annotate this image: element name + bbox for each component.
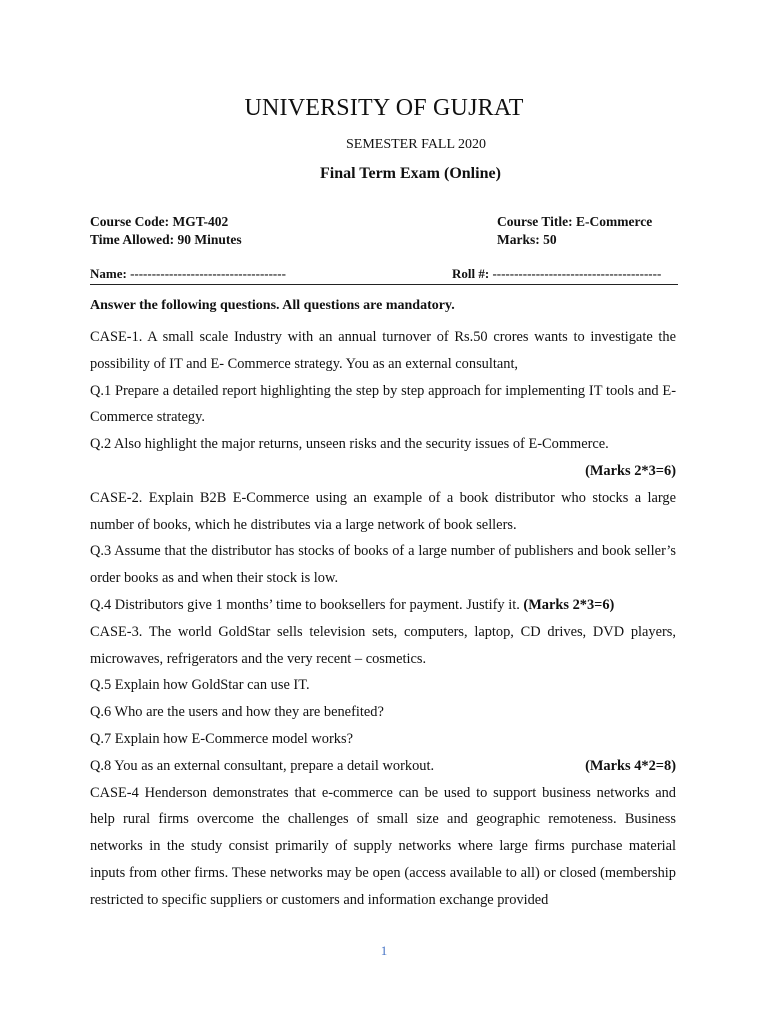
page-number: 1 [380,943,388,958]
instructions: Answer the following questions. All questions are mandatory. [90,298,455,313]
question-2: Q.2 Also highlight the major returns, unseen risks and the security issues of E-Commerce. [90,436,609,453]
exam-body [90,324,676,914]
question-7: Q.7 Explain how E-Commerce model works? [90,730,353,747]
case-3: CASE-3. The world GoldStar sells television sets, computers, laptop, CD drives, DVD players, microwaves, refrigerators and the very recent – cosmetics. [90,623,676,667]
marks-case-2: (Marks 2*3=6) [523,596,615,613]
question-8-line [90,753,676,780]
course-title: Course Title: E-Commerce [497,214,653,229]
name-field: Name: ------------------------------------ [90,266,286,281]
roll-field: Roll #: --------------------------------------- [452,266,662,281]
total-marks: Marks: 50 [497,232,557,247]
question-5: Q.5 Explain how GoldStar can use IT. [90,677,310,694]
question-8: Q.8 You as an external consultant, prepare a detail workout. [90,757,435,774]
course-code: Course Code: MGT-402 [90,214,229,229]
header-divider [90,284,678,285]
exam-title: Final Term Exam (Online) [320,165,501,182]
question-4-line [90,592,676,619]
question-1: Q.1 Prepare a detailed report highlighting the step by step approach for implementing IT tools and E-Commerce strategy. [90,382,676,426]
case-4: CASE-4 Henderson demonstrates that e-commerce can be used to support business networks and help rural firms overcome the challenges of small size and geographic remoteness. Business networks in the study consist primarily of supply networks where large firms purchase material inputs from other firms. These networks may be open (access available to all) or closed (membership restricted to specific suppliers or customers and information exchange provided [90,784,676,908]
time-allowed: Time Allowed: 90 Minutes [90,232,242,247]
question-4: Q.4 Distributors give 1 months’ time to booksellers for payment. Justify it. [90,596,520,613]
case-1: CASE-1. A small scale Industry with an annual turnover of Rs.50 crores wants to investigate the possibility of IT and E- Commerce strategy. You as an external consultant, [90,329,676,372]
university-title: UNIVERSITY OF GUJRAT [244,95,524,121]
semester-label: SEMESTER FALL 2020 [346,137,487,152]
marks-case-1: (Marks 2*3=6) [585,462,676,479]
marks-case-3: (Marks 4*2=8) [585,757,676,774]
case-2: CASE-2. Explain B2B E-Commerce using an example of a book distributor who stocks a large number of books, which he distributes via a large network of book sellers. [90,489,676,533]
question-3: Q.3 Assume that the distributor has stocks of books of a large number of publishers and book seller’s order books as and when their stock is low. [90,543,676,587]
question-6: Q.6 Who are the users and how they are benefited? [90,704,384,721]
